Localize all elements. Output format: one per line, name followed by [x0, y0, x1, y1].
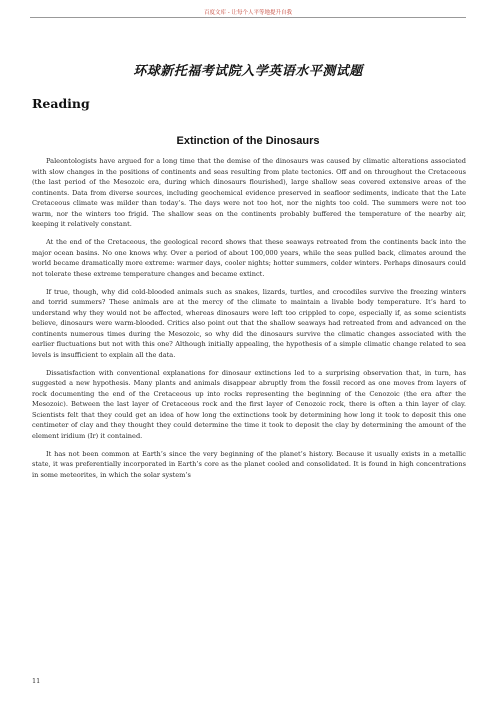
page-number: 11 — [32, 677, 41, 685]
paragraph: At the end of the Cretaceous, the geological record shows that these seaways retreated from the continents back into the major ocean basins. No one knows why. Over a period of about 100,000 years, while the seas pulled back, climates around the world became dramatically more extreme: warmer days, cooler nights; hotter summers, colder winters. Perhaps dinosaurs could not tolerate these extreme temperature changes and became extinct. — [32, 238, 466, 278]
section-heading: Reading — [32, 96, 90, 111]
paragraph: If true, though, why did cold-blooded animals such as snakes, lizards, turtles, and crocodiles survive the freezing winters and torrid summers? These animals are at the mercy of the climate to maintain a livable body temperature. It’s hard to understand why they would not be affected, whereas dinosaurs were left too crippled to cope, especially if, as some scientists believe, dinosaurs were warm-blooded. Critics also point out that the shallow seaways had retreated from and advanced on the continents numerous times during the Mesozoic, so why did the dinosaurs survive the climatic changes associated with the earlier fluctuations but not with this one? Although initially appealing, the hypothesis of a simple climatic change related to sea levels is insufficient to explain all the data. — [32, 287, 466, 359]
paragraph: It has not been common at Earth’s since the very beginning of the planet’s history. Because it usually exists in a metallic state, it was preferentially incorporated in Earth’s core as the planet cooled and consolidated. It is found in high concentrations in some meteorites, in which the solar system’s — [32, 449, 466, 479]
document-title: 环球新托福考试院入学英语水平测试题 — [133, 64, 363, 79]
header-banner: 百度文库 - 让每个人平等地提升自我 — [204, 10, 292, 16]
article-title: Extinction of the Dinosaurs — [176, 135, 320, 147]
header-divider — [30, 17, 466, 18]
article-body — [32, 156, 466, 488]
paragraph: Dissatisfaction with conventional explanations for dinosaur extinctions led to a surprising observation that, in turn, has suggested a new hypothesis. Many plants and animals disappear abruptly from the fossil record as one moves from layers of rock documenting the end of the Cretaceous up into rocks representing the beginning of the Cenozoic (the era after the Mesozoic). Between the last layer of Cretaceous rock and the first layer of Cenozoic rock, there is often a thin layer of clay. Scientists felt that they could get an idea of how long the extinctions took by determining how long it took to deposit this one centimeter of clay and they thought they could determine the time it took to deposit the clay by determining the amount of the element iridium (Ir) it contained. — [32, 368, 466, 440]
paragraph: Paleontologists have argued for a long time that the demise of the dinosaurs was caused by climatic alterations associated with slow changes in the positions of continents and seas resulting from plate tectonics. Off and on throughout the Cretaceous (the last period of the Mesozoic era, during which dinosaurs flourished), large shallow seas covered extensive areas of the continents. Data from diverse sources, including geochemical evidence preserved in seafloor sediments, indicate that the Late Cretaceous climate was milder than today’s. The days were not too hot, nor the nights too cold. The summers were not too warm, nor the winters too frigid. The shallow seas on the continents probably buffered the temperature of the nearby air, keeping it relatively constant. — [32, 157, 466, 228]
